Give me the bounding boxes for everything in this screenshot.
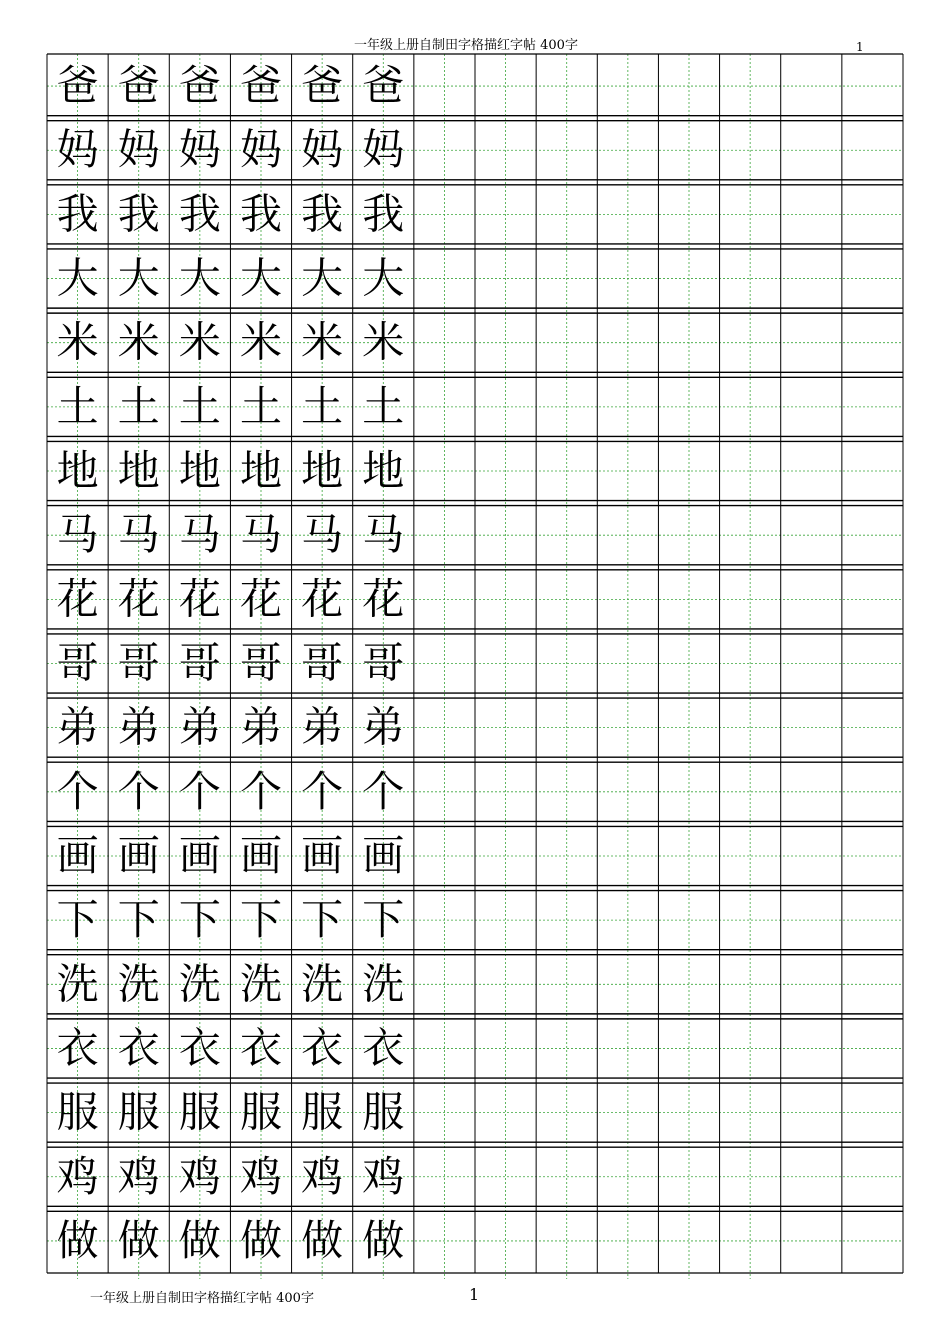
practice-character: 大	[117, 253, 160, 303]
practice-character: 下	[178, 895, 221, 945]
practice-character: 做	[178, 1215, 221, 1265]
practice-character: 马	[239, 510, 283, 560]
practice-character: 地	[56, 446, 99, 496]
practice-character: 妈	[301, 125, 344, 175]
practice-character: 做	[239, 1215, 283, 1265]
practice-character: 鸡	[239, 1151, 283, 1201]
practice-character: 花	[362, 574, 405, 624]
practice-character: 马	[178, 510, 221, 560]
practice-character: 大	[239, 253, 283, 303]
practice-character: 下	[301, 895, 344, 945]
practice-character: 弟	[178, 702, 221, 752]
practice-character: 花	[301, 574, 344, 624]
practice-character: 个	[362, 766, 405, 816]
practice-character: 爸	[239, 61, 283, 111]
practice-character: 衣	[301, 1023, 344, 1073]
practice-character: 服	[178, 1087, 221, 1137]
practice-character: 我	[178, 189, 221, 239]
practice-character: 地	[239, 446, 283, 496]
practice-character: 画	[362, 830, 405, 880]
practice-character: 大	[178, 253, 221, 303]
practice-character: 马	[362, 510, 405, 560]
practice-character: 我	[56, 189, 99, 239]
practice-character: 哥	[362, 638, 405, 688]
practice-character: 土	[178, 381, 221, 431]
practice-character: 爸	[56, 61, 99, 111]
practice-character: 大	[301, 253, 344, 303]
practice-character: 我	[117, 189, 160, 239]
practice-character: 弟	[56, 702, 99, 752]
practice-character: 个	[117, 766, 160, 816]
practice-character: 妈	[178, 125, 221, 175]
practice-character: 妈	[239, 125, 283, 175]
practice-character: 爸	[362, 61, 405, 111]
practice-character: 我	[362, 189, 405, 239]
practice-character: 弟	[301, 702, 344, 752]
practice-character: 做	[117, 1215, 160, 1265]
practice-character: 下	[362, 895, 405, 945]
practice-character: 马	[56, 510, 99, 560]
practice-character: 服	[239, 1087, 283, 1137]
practice-character: 土	[239, 381, 283, 431]
practice-character: 花	[117, 574, 160, 624]
practice-character: 衣	[178, 1023, 221, 1073]
practice-character: 洗	[362, 959, 405, 1009]
practice-character: 土	[117, 381, 160, 431]
practice-character: 洗	[117, 959, 160, 1009]
practice-character: 洗	[178, 959, 221, 1009]
practice-character: 画	[301, 830, 344, 880]
practice-character: 弟	[239, 702, 283, 752]
practice-character: 鸡	[117, 1151, 160, 1201]
practice-character: 鸡	[178, 1151, 221, 1201]
practice-character: 鸡	[56, 1151, 99, 1201]
practice-character: 衣	[362, 1023, 405, 1073]
practice-character: 洗	[56, 959, 99, 1009]
practice-character: 个	[178, 766, 221, 816]
practice-character: 做	[362, 1215, 405, 1265]
footer-page-number: 1	[469, 1285, 480, 1304]
practice-character: 画	[239, 830, 283, 880]
practice-character: 洗	[301, 959, 344, 1009]
practice-character: 大	[362, 253, 405, 303]
practice-character: 个	[301, 766, 344, 816]
practice-character: 做	[301, 1215, 344, 1265]
practice-character: 下	[56, 895, 99, 945]
practice-character: 服	[301, 1087, 344, 1137]
header-page-number: 1	[856, 40, 864, 54]
practice-character: 米	[362, 317, 405, 367]
practice-character: 马	[117, 510, 160, 560]
practice-character: 个	[56, 766, 99, 816]
practice-character: 服	[56, 1087, 99, 1137]
practice-character: 米	[117, 317, 160, 367]
practice-character: 弟	[362, 702, 405, 752]
practice-character: 鸡	[362, 1151, 405, 1201]
practice-character: 下	[239, 895, 283, 945]
practice-character: 土	[301, 381, 344, 431]
practice-character: 爸	[117, 61, 160, 111]
practice-character: 哥	[178, 638, 221, 688]
practice-character: 地	[117, 446, 160, 496]
practice-character: 妈	[117, 125, 160, 175]
practice-character: 地	[362, 446, 405, 496]
practice-character: 鸡	[301, 1151, 344, 1201]
practice-character: 米	[239, 317, 283, 367]
practice-character: 马	[301, 510, 344, 560]
practice-character: 哥	[301, 638, 344, 688]
practice-character: 米	[301, 317, 344, 367]
practice-character: 地	[178, 446, 221, 496]
practice-character: 土	[56, 381, 99, 431]
practice-character: 土	[362, 381, 405, 431]
practice-character: 哥	[56, 638, 99, 688]
practice-character: 我	[239, 189, 283, 239]
practice-character: 哥	[239, 638, 283, 688]
practice-character: 下	[117, 895, 160, 945]
practice-character: 花	[239, 574, 283, 624]
practice-character: 花	[178, 574, 221, 624]
practice-character: 画	[117, 830, 160, 880]
practice-character: 地	[301, 446, 344, 496]
practice-character: 衣	[117, 1023, 160, 1073]
practice-character: 爸	[301, 61, 344, 111]
practice-character: 米	[56, 317, 99, 367]
practice-character: 妈	[362, 125, 405, 175]
footer-title: 一年级上册自制田字格描红字帖 400字	[90, 1291, 314, 1306]
practice-character: 画	[178, 830, 221, 880]
practice-character: 大	[56, 253, 99, 303]
practice-character: 弟	[117, 702, 160, 752]
practice-character: 洗	[239, 959, 283, 1009]
practice-character: 花	[56, 574, 99, 624]
practice-character: 我	[301, 189, 344, 239]
practice-character: 衣	[56, 1023, 99, 1073]
practice-character: 哥	[117, 638, 160, 688]
practice-character: 衣	[239, 1023, 283, 1073]
practice-character: 妈	[56, 125, 99, 175]
practice-character: 爸	[178, 61, 221, 111]
practice-character: 服	[362, 1087, 405, 1137]
practice-character: 米	[178, 317, 221, 367]
practice-character: 个	[239, 766, 283, 816]
practice-character: 画	[56, 830, 99, 880]
practice-character: 服	[117, 1087, 160, 1137]
practice-character: 做	[56, 1215, 99, 1265]
header-title: 一年级上册自制田字格描红字帖 400字	[354, 38, 578, 53]
